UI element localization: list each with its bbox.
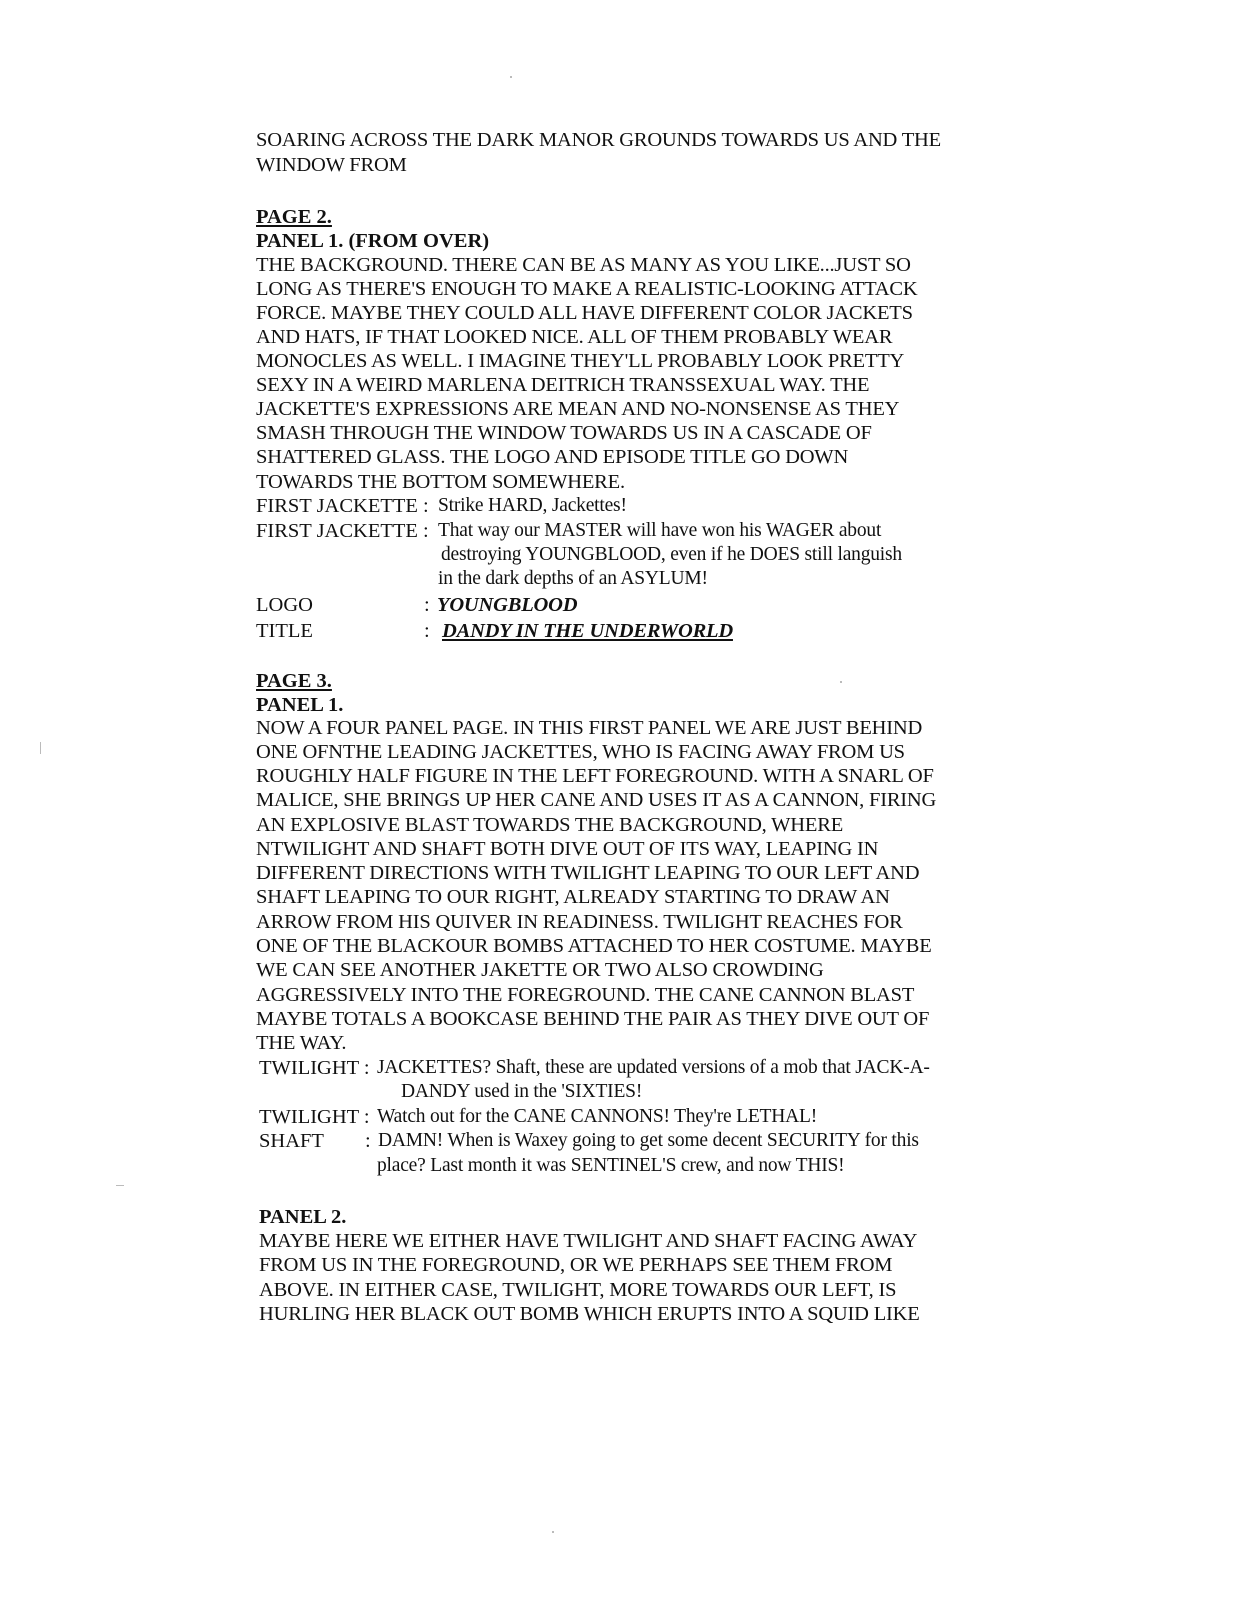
panel-description-line: SEXY IN A WEIRD MARLENA DEITRICH TRANSSEXUAL WAY. THE — [256, 374, 870, 396]
panel-description-line: HURLING HER BLACK OUT BOMB WHICH ERUPTS INTO A SQUID LIKE — [259, 1303, 920, 1325]
dialogue-line: DAMN! When is Waxey going to get some decent SECURITY for this — [378, 1130, 919, 1151]
panel-description-line: NOW A FOUR PANEL PAGE. IN THIS FIRST PANEL WE ARE JUST BEHIND — [256, 717, 923, 739]
dialogue-separator: : — [424, 620, 430, 642]
dialogue-speaker: SHAFT — [259, 1130, 324, 1152]
panel-description-line: SMASH THROUGH THE WINDOW TOWARDS US IN A CASCADE OF — [256, 422, 872, 444]
dialogue-line: destroying YOUNGBLOOD, even if he DOES still languish — [441, 544, 902, 565]
page-2-panel-1-heading: PANEL 1. (FROM OVER) — [256, 230, 490, 252]
panel-description-line: FROM US IN THE FOREGROUND, OR WE PERHAPS SEE THEM FROM — [259, 1254, 893, 1276]
panel-description-line: FORCE. MAYBE THEY COULD ALL HAVE DIFFERENT COLOR JACKETS — [256, 302, 913, 324]
page-3-heading: PAGE 3. — [256, 670, 332, 692]
panel-description-line: TOWARDS THE BOTTOM SOMEWHERE. — [256, 471, 625, 493]
panel-description-line: ONE OF THE BLACKOUR BOMBS ATTACHED TO HER COSTUME. MAYBE — [256, 935, 932, 957]
panel-description-line: NTWILIGHT AND SHAFT BOTH DIVE OUT OF ITS WAY, LEAPING IN — [256, 838, 879, 860]
panel-description-line: MONOCLES AS WELL. I IMAGINE THEY'LL PROBABLY LOOK PRETTY — [256, 350, 905, 372]
panel-description-line: THE BACKGROUND. THERE CAN BE AS MANY AS YOU LIKE...JUST SO — [256, 254, 911, 276]
panel-description-line: DIFFERENT DIRECTIONS WITH TWILIGHT LEAPING TO OUR LEFT AND — [256, 862, 920, 884]
panel-description-line: AN EXPLOSIVE BLAST TOWARDS THE BACKGROUND, WHERE — [256, 814, 844, 836]
dialogue-speaker: LOGO — [256, 594, 313, 616]
panel-description-line: ROUGHLY HALF FIGURE IN THE LEFT FOREGROUND. WITH A SNARL OF — [256, 765, 934, 787]
panel-description-line: WE CAN SEE ANOTHER JAKETTE OR TWO ALSO CROWDING — [256, 959, 824, 981]
panel-description-line: MALICE, SHE BRINGS UP HER CANE AND USES IT AS A CANNON, FIRING — [256, 789, 937, 811]
panel-description-line: SHATTERED GLASS. THE LOGO AND EPISODE TITLE GO DOWN — [256, 446, 849, 468]
logo-text: YOUNGBLOOD — [437, 594, 578, 616]
dialogue-speaker: TITLE — [256, 620, 313, 642]
panel-description-line: LONG AS THERE'S ENOUGH TO MAKE A REALISTIC-LOOKING ATTACK — [256, 278, 918, 300]
panel-description-line: MAYBE TOTALS A BOOKCASE BEHIND THE PAIR AS THEY DIVE OUT OF — [256, 1008, 930, 1030]
dialogue-speaker: FIRST JACKETTE : — [256, 520, 429, 542]
episode-title-text: DANDY IN THE UNDERWORLD — [442, 620, 733, 642]
panel-description-line: ARROW FROM HIS QUIVER IN READINESS. TWILIGHT REACHES FOR — [256, 911, 903, 933]
panel-description-line: MAYBE HERE WE EITHER HAVE TWILIGHT AND SHAFT FACING AWAY — [259, 1230, 918, 1252]
scan-speck — [510, 76, 512, 78]
dialogue-line: in the dark depths of an ASYLUM! — [438, 568, 708, 589]
page-3-panel-1-heading: PANEL 1. — [256, 694, 344, 716]
dialogue-line: JACKETTES? Shaft, these are updated versions of a mob that JACK-A- — [377, 1057, 930, 1078]
panel-description-line: ABOVE. IN EITHER CASE, TWILIGHT, MORE TOWARDS OUR LEFT, IS — [259, 1279, 897, 1301]
dialogue-speaker: TWILIGHT : — [259, 1106, 370, 1128]
dialogue-line: That way our MASTER will have won his WAGER about — [438, 520, 882, 541]
panel-description-line: AGGRESSIVELY INTO THE FOREGROUND. THE CANE CANNON BLAST — [256, 984, 915, 1006]
panel-description-line: JACKETTE'S EXPRESSIONS ARE MEAN AND NO-NONSENSE AS THEY — [256, 398, 900, 420]
panel-description-line: AND HATS, IF THAT LOOKED NICE. ALL OF THEM PROBABLY WEAR — [256, 326, 893, 348]
dialogue-separator: : — [365, 1130, 371, 1152]
intro-line: SOARING ACROSS THE DARK MANOR GROUNDS TOWARDS US AND THE — [256, 129, 941, 151]
scan-speck — [552, 1531, 554, 1533]
scan-speck — [40, 742, 41, 754]
scan-speck — [840, 681, 842, 683]
dialogue-speaker: TWILIGHT : — [259, 1057, 370, 1079]
page-3-panel-2-heading: PANEL 2. — [259, 1206, 347, 1228]
dialogue-line: Watch out for the CANE CANNONS! They're LETHAL! — [377, 1106, 818, 1127]
panel-description-line: ONE OFNTHE LEADING JACKETTES, WHO IS FACING AWAY FROM US — [256, 741, 905, 763]
panel-description-line: THE WAY. — [256, 1032, 347, 1054]
dialogue-line: DANDY used in the 'SIXTIES! — [401, 1081, 643, 1102]
dialogue-line: place? Last month it was SENTINEL'S crew, and now THIS! — [377, 1155, 845, 1176]
intro-line: WINDOW FROM — [256, 154, 407, 176]
dialogue-separator: : — [424, 594, 430, 616]
panel-description-line: SHAFT LEAPING TO OUR RIGHT, ALREADY STARTING TO DRAW AN — [256, 886, 890, 908]
scan-speck — [116, 1185, 124, 1186]
dialogue-speaker: FIRST JACKETTE : — [256, 495, 429, 517]
page-2-heading: PAGE 2. — [256, 206, 332, 228]
dialogue-line: Strike HARD, Jackettes! — [438, 495, 627, 516]
